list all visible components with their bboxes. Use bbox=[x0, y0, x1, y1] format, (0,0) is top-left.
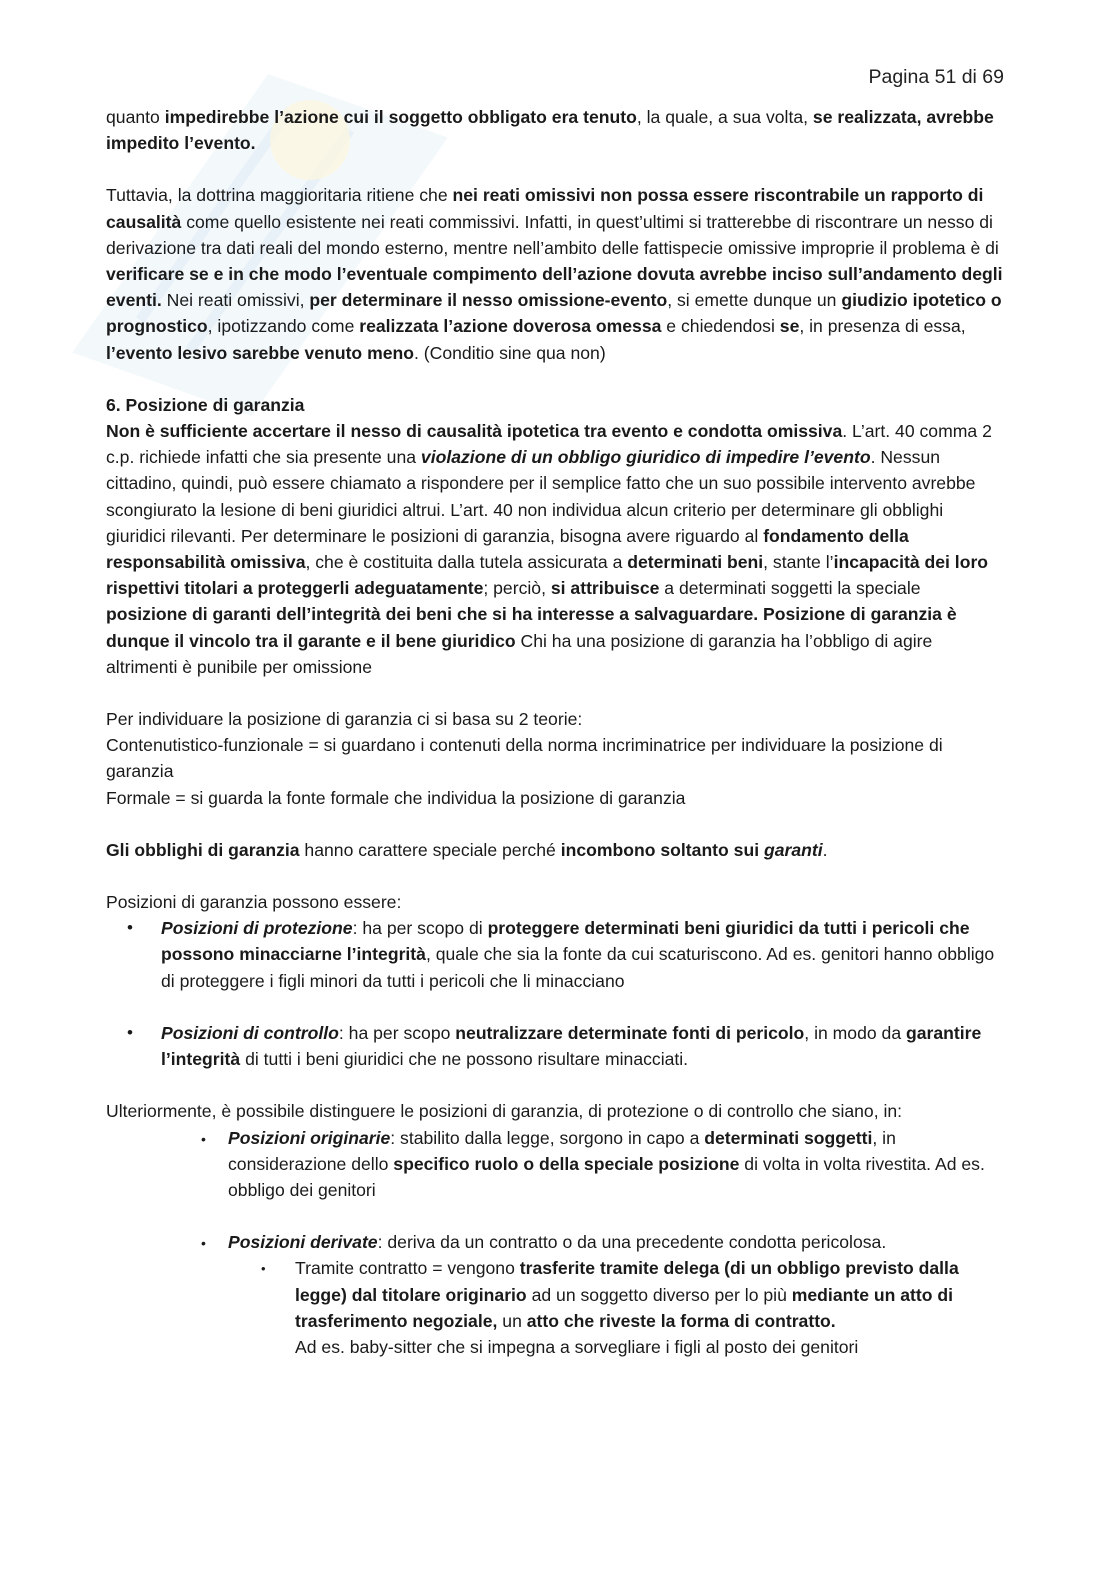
posizioni-list bbox=[106, 915, 1006, 1072]
list-item-controllo: • Posizioni di controllo: ha per scopo neutralizzare determinate fonti di pericolo, in modo da garantire l’integrità di tutti i beni giuridici che ne possono risultare minacciati. bbox=[161, 1020, 1006, 1072]
derivate-sublist bbox=[228, 1255, 1006, 1360]
paragraph-obblighi: Gli obblighi di garanzia hanno carattere speciale perché incombono soltanto sui garanti. bbox=[106, 839, 828, 860]
list-item-originarie: • Posizioni originarie: stabilito dalla legge, sorgono in capo a determinati soggetti, in considerazione dello specifico ruolo o della speciale posizione di volta in volta rivestita. Ad es. obbligo dei genitori bbox=[228, 1125, 1006, 1204]
page-number: Pagina 51 di 69 bbox=[868, 66, 1004, 88]
paragraph-posizione-garanzia: Non è sufficiente accertare il nesso di causalità ipotetica tra evento e condotta omissiva. L’art. 40 comma 2 c.p. richiede infatti che sia presente una violazione di un obbligo giuridico di impedire l’evento. Nessun cittadino, quindi, può essere chiamato a rispondere per il semplice fatto che un suo possibile intervento avrebbe scongiurato la lesione di beni giuridici altrui. L’art. 40 non individua alcun criterio per determinare gli obblighi giuridici rilevanti. Per determinare le posizioni di garanzia, bisogna avere riguardo al fondamento della responsabilità omissiva, che è costituita dalla tutela assicurata a determinati beni, stante l’incapacità dei loro rispettivi titolari a proteggerli adeguatamente; perciò, si attribuisce a determinati soggetti la speciale posizione di garanti dell’integrità dei beni che si ha interesse a salvaguardare. Posizione di garanzia è dunque il vincolo tra il garante e il bene giuridico Chi ha una posizione di garanzia ha l’obbligo di agire altrimenti è punibile per omissione bbox=[106, 421, 992, 677]
list-item-protezione: • Posizioni di protezione: ha per scopo di proteggere determinati beni giuridici da tutti i pericoli che possono minacciarne l’integrità, quale che sia la fonte da cui scaturiscono. Ad es. genitori hanno obbligo di proteggere i figli minori da tutti i pericoli che li minacciano bbox=[161, 915, 1006, 994]
list-item-contratto: • Tramite contratto = vengono trasferite tramite delega (di un obbligo previsto dalla legge) dal titolare originario ad un soggetto diverso per lo più mediante un atto di trasferimento negoziale, un atto che riveste la forma di contratto. Ad es. baby-sitter che si impegna a sorvegliare i figli al posto dei genitori bbox=[295, 1255, 1006, 1360]
section-heading: 6. Posizione di garanzia bbox=[106, 394, 305, 415]
list-item-derivate: • Posizioni derivate: deriva da un contratto o da una precedente condotta pericolosa. • Tramite contratto = vengono trasferite tramite delega (di un obbligo previsto dalla legge) dal titolare originario ad un soggetto diverso per lo più mediante un atto di trasferimento negoziale, un atto che riveste la forma di contratto. Ad es. baby-sitter che si impegna a sorvegliare i figli al posto dei genitori bbox=[228, 1229, 1006, 1360]
origine-list bbox=[106, 1125, 1006, 1361]
paragraph-causalita: Tuttavia, la dottrina maggioritaria ritiene che nei reati omissivi non possa essere riscontrabile un rapporto di causalità come quello esistente nei reati commissivi. Infatti, in quest’ultimi si tratterebbe di riscontrare un nesso di derivazione tra dati reali del mondo esterno, mentre nell’ambito delle fattispecie omissive improprie il problema è di verificare se e in che modo l’eventuale compimento dell’azione dovuta avrebbe inciso sull’andamento degli eventi. Nei reati omissivi, per determinare il nesso omissione-evento, si emette dunque un giudizio ipotetico o prognostico, ipotizzando come realizzata l’azione doverosa omessa e chiedendosi se, in presenza di essa, l’evento lesivo sarebbe venuto meno. (Conditio sine qua non) bbox=[106, 185, 1003, 363]
paragraph-continuation: quanto impedirebbe l’azione cui il soggetto obbligato era tenuto, la quale, a sua volta, se realizzata, avrebbe impedito l’evento. bbox=[106, 107, 994, 154]
posizioni-intro: Posizioni di garanzia possono essere: bbox=[106, 892, 402, 913]
ulteriormente-intro: Ulteriormente, è possibile distinguere le posizioni di garanzia, di protezione o di controllo che siano, in: bbox=[106, 1101, 903, 1122]
page-content bbox=[106, 104, 1006, 1386]
paragraph-teorie: Per individuare la posizione di garanzia ci si basa su 2 teorie: Contenutistico-funzionale = si guardano i contenuti della norma incriminatrice per individuare la posizione di garanzia Formale = si guarda la fonte formale che individua la posizione di garanzia bbox=[106, 709, 943, 808]
